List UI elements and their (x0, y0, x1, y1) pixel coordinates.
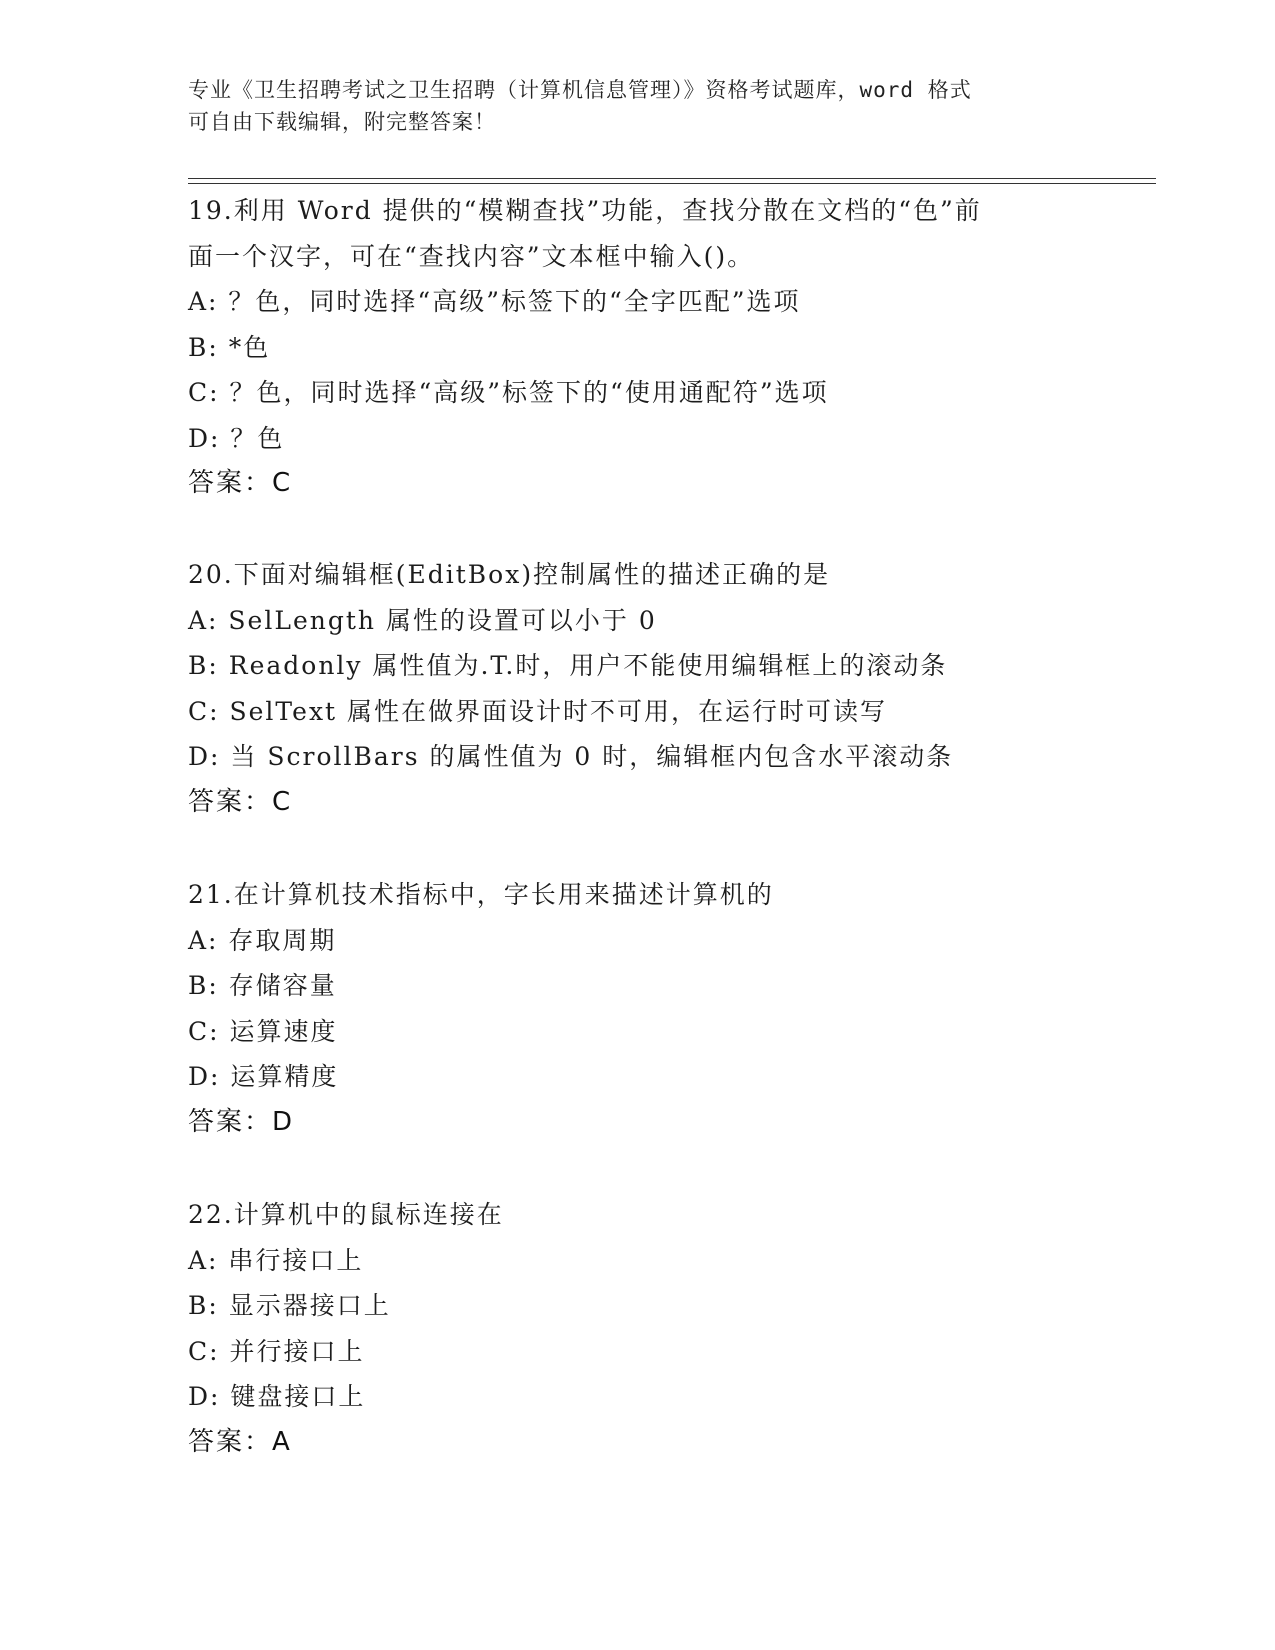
header-divider-top (188, 178, 1156, 179)
option-c: C: 运算速度 (188, 1016, 338, 1046)
question-stem-continued: 面一个汉字，可在“查找内容”文本框中输入()。 (188, 241, 755, 271)
header-line-1: 专业《卫生招聘考试之卫生招聘（计算机信息管理）》资格考试题库，word 格式 (188, 78, 972, 102)
option-c: C: ？色，同时选择“高级”标签下的“使用通配符”选项 (188, 378, 829, 407)
option-b: B: Readonly 属性值为.T.时，用户不能使用编辑框上的滚动条 (188, 651, 948, 680)
option-d: D: ？色 (188, 423, 285, 453)
header-line-2: 可自由下载编辑，附完整答案！ (188, 110, 496, 134)
option-d: D: 键盘接口上 (188, 1382, 366, 1411)
option-d: D: 运算精度 (188, 1062, 339, 1091)
answer-line: 答案：A (188, 1426, 292, 1457)
answer-line: 答案：D (188, 1106, 295, 1137)
option-a: A: SelLength 属性的设置可以小于 0 (188, 605, 657, 635)
option-a: A: ？色，同时选择“高级”标签下的“全字匹配”选项 (188, 287, 801, 316)
answer-line: 答案：C (188, 468, 293, 498)
question-19 (188, 188, 1148, 507)
answer-line: 答案：C (188, 786, 293, 817)
option-b: B: *色 (188, 332, 271, 362)
option-a: A: 串行接口上 (188, 1245, 364, 1275)
option-b: B: 存储容量 (188, 971, 337, 1000)
question-stem: 19.利用 Word 提供的“模糊查找”功能，查找分散在文档的“色”前 (188, 196, 982, 225)
question-stem: 20.下面对编辑框(EditBox)控制属性的描述正确的是 (188, 560, 831, 589)
question-stem: 21.在计算机技术指标中，字长用来描述计算机的 (188, 880, 774, 909)
option-a: A: 存取周期 (188, 925, 337, 955)
header-divider-bottom (188, 183, 1156, 184)
question-21 (188, 872, 1148, 1145)
document-header (188, 74, 1088, 138)
option-d: D: 当 ScrollBars 的属性值为 0 时，编辑框内包含水平滚动条 (188, 742, 954, 771)
question-20 (188, 552, 1148, 825)
option-c: C: 并行接口上 (188, 1336, 365, 1366)
option-c: C: SelText 属性在做界面设计时不可用，在运行时可读写 (188, 696, 888, 726)
question-stem: 22.计算机中的鼠标连接在 (188, 1200, 504, 1229)
option-b: B: 显示器接口上 (188, 1291, 391, 1320)
question-22 (188, 1192, 1148, 1465)
